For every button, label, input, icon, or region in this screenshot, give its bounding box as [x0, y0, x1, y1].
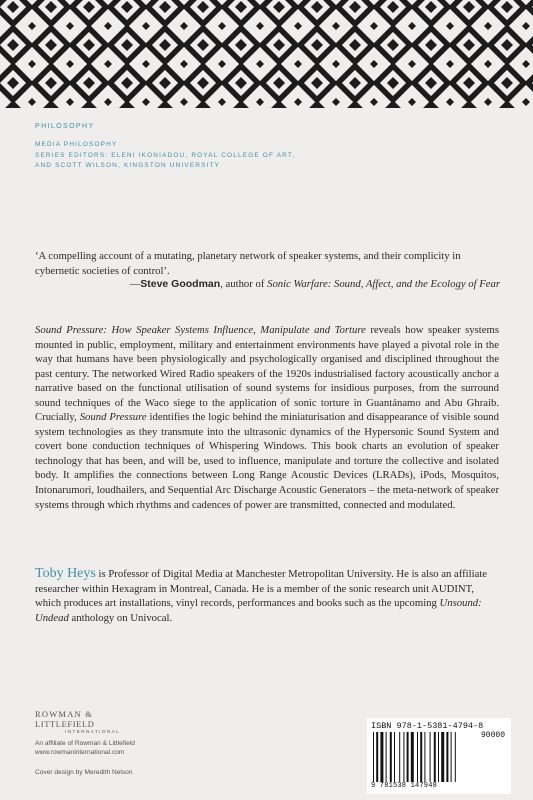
cover-design-credit: Cover design by Meredith Nelson	[35, 769, 133, 776]
isbn-label: ISBN 978-1-5381-4794-8	[371, 721, 484, 731]
publisher-website: www.rowmaninternational.com	[35, 749, 125, 756]
publisher-affiliate: An affiliate of Rowman & Littlefield	[35, 740, 135, 747]
book-short-title: Sound Pressure	[79, 411, 147, 424]
barcode-bar	[420, 732, 422, 782]
series-line: AND SCOTT WILSON, KINGSTON UNIVERSITY	[35, 162, 221, 169]
description-text: identifies the logic behind the miniaturisation and disappearance of visible sound system technologies as they transmute into the ultrasonic dynamics of the Hypersonic Sound System and covert bone conduction techniques of Whispering Windows. This book charts an evolution of speaker technology that has been, and will be, used to influence, manipulate and torture the collective and isolated body. It amplifies the connections between Long Range Acoustic Devices (LRADs), iPods, Mosquitos, Intonarumori, loudhailers, and Sequential Arc Discharge Acoustic Generators – the meta-network of speaker systems through which rhythms and cadences of power are transmitted, connected and modulated.	[35, 411, 499, 511]
barcode-bar	[403, 732, 404, 782]
category-label: PHILOSOPHY	[35, 123, 95, 130]
barcode-bar	[434, 732, 436, 782]
barcode-bar	[446, 732, 448, 782]
geometric-pattern-banner	[0, 0, 533, 108]
barcode-bar	[441, 732, 444, 782]
book-description	[35, 323, 499, 512]
barcode-digits: 9 781538 147948	[371, 782, 438, 790]
publisher-logo-line: ROWMAN &	[35, 709, 94, 719]
anthology-title: Unsound: Undead	[35, 597, 482, 624]
endorsement-quote: ‘A compelling account of a mutating, planetary network of speaker systems, and their complicity in cybernetic societies of control’.	[35, 250, 461, 277]
bio-text: is Professor of Digital Media at Manchester Metropolitan University. He is also an affiliate researcher within Hexagram in Montreal, Canada. He is a member of the sonic research unit AUDINT, which produces art installations, vinyl records, performances and books such as the upcoming	[35, 568, 488, 610]
description-text: reveals how speaker systems mounted in public, employment, military and entertainment environments have played a pivotal role in the way that humans have been physiologically and psychologically organised and disciplined throughout the past century. The networked Wired Radio speakers of the 1920s industrialised factory acoustically anchor a narrative based on the functional utilisation of sound systems for insidious purposes, from the surround sound techniques of the Waco siege to the application of sonic torture in Guantánamo and Abu Ghraib. Crucially,	[35, 324, 499, 424]
barcode-bar	[373, 732, 374, 782]
attribution-dash: —	[129, 278, 141, 290]
barcode-bar	[430, 732, 431, 782]
barcode-bar	[386, 732, 387, 782]
series-line: MEDIA PHILOSOPHY	[35, 141, 118, 148]
barcode-bar	[411, 732, 414, 782]
series-info	[35, 140, 495, 172]
barcode-bar	[438, 732, 439, 782]
quote-author-role: , author of	[220, 278, 268, 290]
barcode-bar	[455, 732, 456, 782]
bio-text: anthology on Univocal.	[68, 611, 173, 624]
author-name: Toby Heys	[35, 566, 96, 581]
publisher-logo	[35, 709, 120, 735]
barcode-bar	[424, 732, 425, 782]
barcode-bar	[451, 732, 452, 782]
quote-book-title: Sonic Warfare: Sound, Affect, and the Ecology of Fear	[267, 278, 500, 290]
isbn-barcode	[367, 718, 511, 794]
publisher-logo-line: INTERNATIONAL	[65, 729, 121, 734]
publisher-logo-line: LITTLEFIELD	[35, 719, 95, 729]
author-bio	[35, 567, 499, 625]
book-title: Sound Pressure: How Speaker Systems Influence, Manipulate and Torture	[35, 324, 366, 336]
quote-attribution	[35, 277, 500, 292]
barcode-bar	[380, 732, 383, 782]
barcode-bar	[417, 732, 418, 782]
barcode-bar	[399, 732, 400, 782]
barcode-bar	[390, 732, 392, 782]
barcode-bars	[371, 732, 477, 782]
barcode-bar	[394, 732, 395, 782]
price-code: 90000	[480, 731, 505, 740]
barcode-bar	[407, 732, 409, 782]
series-line: SERIES EDITORS: ELENI IKONIADOU, ROYAL COLLEGE OF ART,	[35, 151, 296, 159]
barcode-bar	[376, 732, 378, 782]
quote-author: Steve Goodman	[140, 278, 221, 290]
